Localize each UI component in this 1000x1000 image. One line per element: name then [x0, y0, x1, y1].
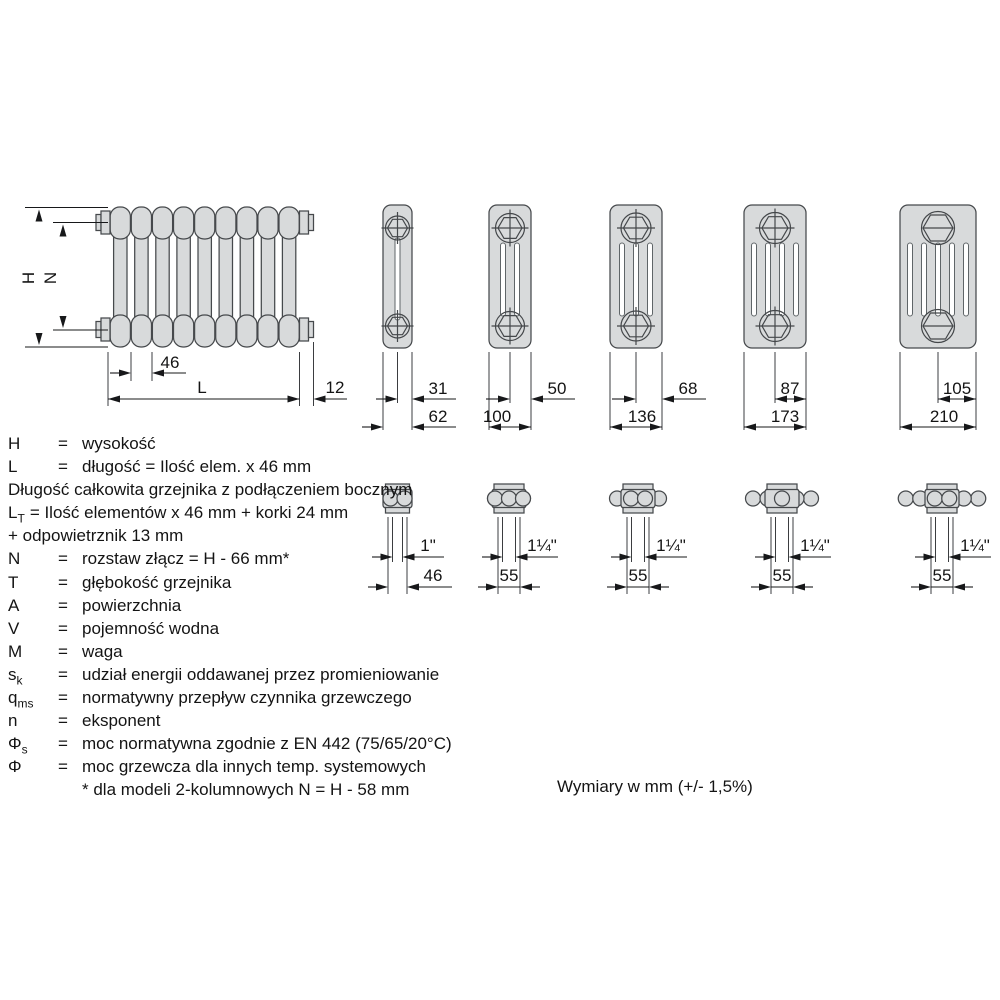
section-3-column — [483, 205, 575, 431]
dim-section-half: 50 — [547, 379, 567, 398]
dim-boss-offset: 12 — [325, 378, 345, 397]
legend-row — [8, 455, 568, 478]
legend-text: długość = Ilość elem. x 46 mm — [82, 457, 312, 477]
legend-symbol: V — [8, 618, 20, 638]
legend-symbol: Φ — [8, 757, 22, 777]
legend-text: eksponent — [82, 711, 161, 731]
legend-symbol: $s_k$ — [8, 664, 23, 688]
legend-symbol: $L_T$ — [8, 503, 25, 526]
section-4-column — [610, 205, 706, 431]
dim-thread-size: 1¼" — [960, 536, 990, 555]
dim-thread-size: 1" — [420, 536, 436, 555]
dim-section-full: 100 — [482, 407, 512, 426]
legend-eq: = — [58, 734, 68, 754]
legend-text: moc grzewcza dla innych temp. systemowych — [82, 757, 426, 777]
dim-section-full: 136 — [627, 407, 657, 426]
dim-thread-size: 1¼" — [527, 536, 557, 555]
dim-connection-pitch: 55 — [932, 566, 952, 585]
legend-paragraph: Długość całkowita grzejnika z podłączeniem bocznym — [8, 480, 413, 500]
dim-node-label: N — [41, 271, 60, 285]
dim-section-half: 31 — [428, 379, 448, 398]
legend-row — [8, 617, 568, 640]
legend-paragraph — [8, 501, 568, 524]
legend-row — [8, 686, 568, 709]
dim-thread-size: 1¼" — [656, 536, 686, 555]
legend-symbol: L — [8, 457, 18, 477]
legend-symbol: N — [8, 549, 21, 569]
legend-text: wysokość — [82, 434, 156, 453]
legend-symbol: H — [8, 434, 21, 453]
legend-row — [8, 709, 568, 732]
dim-height-label: H — [19, 271, 38, 285]
legend-row — [8, 732, 568, 755]
legend-symbol: A — [8, 595, 20, 615]
legend-eq: = — [58, 618, 68, 638]
height-dimension — [19, 208, 108, 348]
legend-symbol: $\Phi_s$ — [8, 734, 28, 757]
dim-connection-pitch: 46 — [423, 566, 443, 585]
legend-text: normatywny przepływ czynnika grzewczego — [82, 688, 412, 708]
radiator-bottom-header — [110, 315, 299, 347]
legend-row — [8, 640, 568, 663]
section-6-column — [900, 205, 976, 431]
legend-text: moc normatywna zgodnie z EN 442 (75/65/20°C) — [82, 734, 452, 754]
top-view-5-column — [746, 484, 832, 594]
legend-footnote: * dla modeli 2-kolumnowych N = H - 58 mm — [82, 780, 410, 800]
legend-text: głębokość grzejnika — [82, 572, 232, 592]
dimensions-note: Wymiary w mm (+/- 1,5%) — [557, 777, 753, 796]
radiator-front-view — [19, 207, 347, 406]
legend — [8, 432, 568, 802]
dim-total-length: L — [197, 378, 207, 397]
legend-text: waga — [82, 641, 123, 661]
legend-row — [8, 755, 568, 778]
legend-row — [8, 547, 568, 570]
legend-eq: = — [58, 641, 68, 661]
dim-section-full: 173 — [770, 407, 800, 426]
dim-section-full: 210 — [929, 407, 959, 426]
legend-paragraph: + odpowietrznik 13 mm — [8, 526, 184, 546]
dim-connection-pitch: 55 — [628, 566, 648, 585]
dim-element-pitch: 46 — [160, 353, 180, 372]
legend-text: udział energii oddawanej przez promieniowanie — [82, 664, 440, 684]
dim-section-full: 62 — [428, 407, 448, 426]
dim-connection-pitch: 55 — [499, 566, 519, 585]
legend-eq: = — [58, 757, 68, 777]
dim-section-half: 68 — [678, 379, 698, 398]
section-2-column — [362, 205, 456, 431]
legend-text: pojemność wodna — [82, 618, 220, 638]
legend-row — [8, 663, 568, 686]
radiator-top-header — [110, 207, 299, 239]
legend-text: = Ilość elementów x 46 mm + korki 24 mm — [29, 503, 349, 523]
dim-section-half: 87 — [780, 379, 800, 398]
legend-eq: = — [58, 664, 68, 684]
legend-symbol: T — [8, 572, 19, 592]
legend-symbol: n — [8, 711, 18, 731]
section-5-column — [744, 205, 806, 431]
dim-thread-size: 1¼" — [800, 536, 830, 555]
legend-eq: = — [58, 457, 68, 477]
top-view-4-column — [607, 484, 687, 594]
legend-eq: = — [58, 595, 68, 615]
legend-eq: = — [58, 434, 68, 453]
legend-symbol: M — [8, 641, 23, 661]
length-dimensions — [108, 342, 347, 406]
legend-row — [8, 571, 568, 594]
legend-eq: = — [58, 549, 68, 569]
legend-row — [8, 432, 568, 455]
legend-eq: = — [58, 688, 68, 708]
legend-symbol: $q_{ms}$ — [8, 688, 34, 711]
legend-text: rozstaw złącz = H - 66 mm* — [82, 549, 290, 569]
legend-row — [8, 594, 568, 617]
legend-text: powierzchnia — [82, 595, 182, 615]
dim-connection-pitch: 55 — [772, 566, 792, 585]
legend-eq: = — [58, 572, 68, 592]
legend-eq: = — [58, 711, 68, 731]
top-view-6-column — [898, 484, 991, 594]
dim-section-half: 105 — [942, 379, 972, 398]
